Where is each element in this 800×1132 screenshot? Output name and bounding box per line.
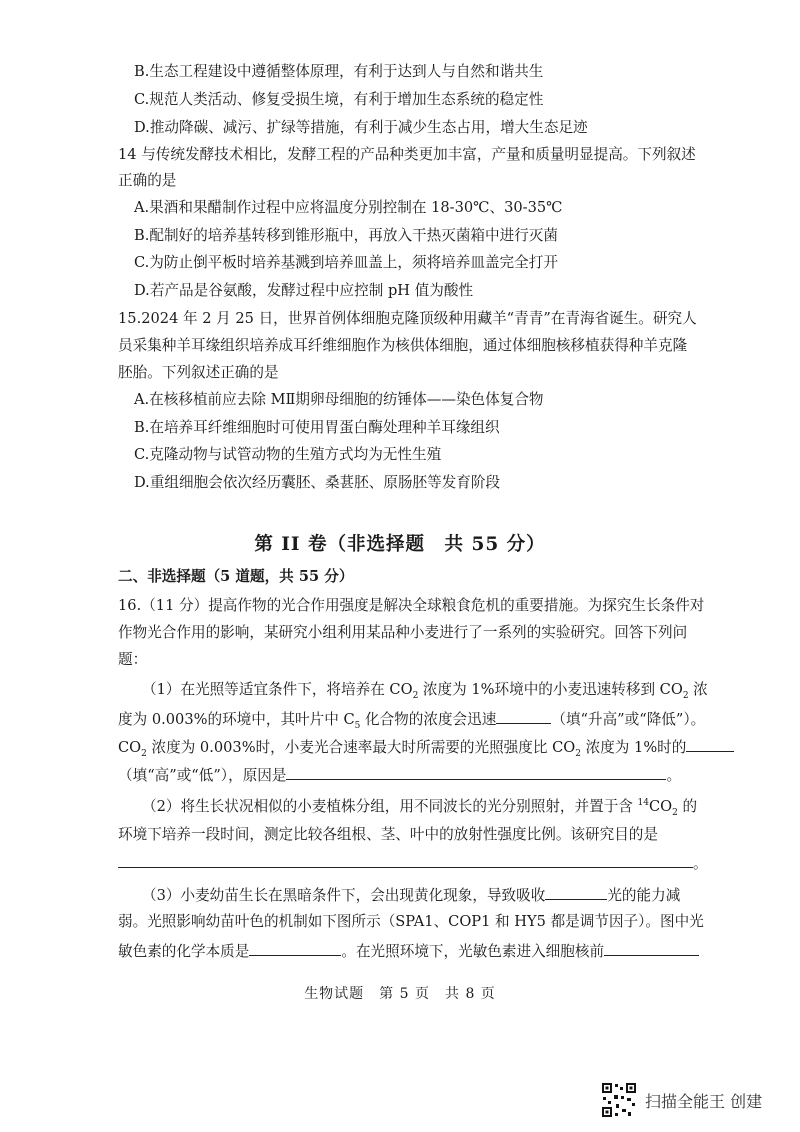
q14-option-a: A.果酒和果醋制作过程中应将温度分别控制在 18-30℃、30-35℃ [134,199,563,216]
q16-part3-line3 [118,940,705,962]
text-segment: （填“升高”或“降低”）。 [551,711,706,728]
text-segment: 敏色素的化学本质是 [118,943,250,960]
q16-part2-line2: 环境下培养一段时间，测定比较各组根、茎、叶中的放射性强度比例。该研究目的是 [118,826,658,843]
text-segment: 浓度为 1%环境中的小麦迅速转移到 CO [418,681,683,698]
q13-option-b: B.生态工程建设中遵循整体原理，有利于达到人与自然和谐共生 [134,63,544,80]
text-segment: 光的能力减 [607,887,681,904]
q14-stem-line1: 14 与传统发酵技术相比，发酵工程的产品种类更加丰富，产量和质量明显提高。下列叙述 [118,146,696,163]
subscript: 2 [575,748,581,759]
text-segment: CO [648,798,673,815]
q15-option-a: A.在核移植前应去除 MⅡ期卵母细胞的纺锤体——染色体复合物 [134,391,544,408]
q16-part3-line1 [142,884,705,906]
q15-stem-line2: 员采集种羊耳缘组织培养成耳纤维细胞作为核供体细胞，通过体细胞核移植获得种羊克隆 [118,337,688,354]
text-segment: 浓度为 1%时的 [580,739,687,756]
q15-stem-line1: 15.2024 年 2 月 25 日，世界首例体细胞克隆顶级种用藏羊“青青”在青海省诞生。研究人 [118,310,697,327]
answer-blank[interactable] [286,764,666,780]
section-title: 第 II 卷（非选择题 共 55 分） [254,534,546,555]
text-segment: 化合物的浓度会迅速 [360,711,497,728]
q14-stem-line2: 正确的是 [118,172,177,189]
q15-stem-line3: 胚胎。下列叙述正确的是 [118,364,279,381]
q14-option-d: D.若产品是谷氨酸，发酵过程中应控制 pH 值为酸性 [134,282,474,299]
q14-option-c: C.为防止倒平板时培养基溅到培养皿盖上，须将培养皿盖完全打开 [134,254,558,271]
text-segment: 。 [666,767,682,784]
text-segment: 度为 0.003%的环境中，其叶片中 C [118,711,355,728]
subscript: 2 [672,807,678,818]
text-segment: （1）在光照等适宜条件下，将培养在 CO [142,681,413,698]
q16-part1-line2 [118,708,705,730]
q15-option-c: C.克隆动物与试管动物的生殖方式均为无性生殖 [134,446,442,463]
answer-blank[interactable] [545,884,607,900]
answer-blank[interactable] [496,708,551,724]
text-segment: （2）将生长状况相似的小麦植株分组，用不同波长的光分别照射，并置于含 [142,798,638,815]
text-segment: 浓度为 0.003%时，小麦光合速率最大时所需要的光照强度比 CO [146,739,576,756]
q13-option-d: D.推动降碳、减污、扩绿等措施，有利于减少生态占用，增大生态足迹 [134,119,588,136]
subscript: 2 [141,748,147,759]
text-segment: CO [118,739,142,756]
page-footer: 生物试题 第 5 页 共 8 页 [304,986,496,1002]
q16-part3-line2: 弱。光照影响幼苗叶色的机制如下图所示（SPA1、COP1 和 HY5 都是调节因子）。图中光 [118,913,704,930]
answer-blank[interactable] [118,852,693,868]
subscript: 5 [354,720,361,731]
text-segment: 浓 [688,681,708,698]
text-segment: 。在光照环境下，光敏色素进入细胞核前 [341,943,605,960]
qr-code-icon [601,1082,637,1118]
section-subtitle: 二、非选择题（5 道题，共 55 分） [118,568,354,585]
q15-option-d: D.重组细胞会依次经历囊胚、桑葚胚、原肠胚等发育阶段 [134,474,501,491]
q16-part2-line1 [142,797,705,817]
q14-option-b: B.配制好的培养基转移到锥形瓶中，再放入干热灭菌箱中进行灭菌 [134,227,558,244]
text-segment: （3）小麦幼苗生长在黑暗条件下，会出现黄化现象，导致吸收 [142,887,546,904]
answer-blank[interactable] [604,940,699,956]
q16-stem-line3: 题： [118,651,148,668]
subscript: 2 [682,690,689,701]
superscript: 14 [637,798,649,809]
q16-stem-line1: 16.（11 分）提高作物的光合作用强度是解决全球粮食危机的重要措施。为探究生长条件对 [118,597,705,614]
q16-part1-line1 [142,680,708,701]
watermark-text: 扫描全能王 创建 [645,1092,763,1111]
subscript: 2 [412,690,419,701]
q16-stem-line2: 作物光合作用的影响，某研究小组利用某品种小麦进行了一系列的实验研究。回答下列问 [118,624,688,641]
q16-part1-line3 [118,736,705,758]
text-segment: 。 [693,855,708,872]
text-segment: 的 [677,798,698,815]
q15-option-b: B.在培养耳纤维细胞时可使用胃蛋白酶处理种羊耳缘组织 [134,419,500,436]
q13-option-c: C.规范人类活动、修复受损生境，有利于增加生态系统的稳定性 [134,91,544,108]
text-segment: （填“高”或“低”），原因是 [118,767,287,784]
answer-blank[interactable] [686,736,734,752]
answer-blank[interactable] [249,940,341,956]
q16-part2-line3 [118,852,708,874]
q16-part1-line4 [118,764,705,786]
